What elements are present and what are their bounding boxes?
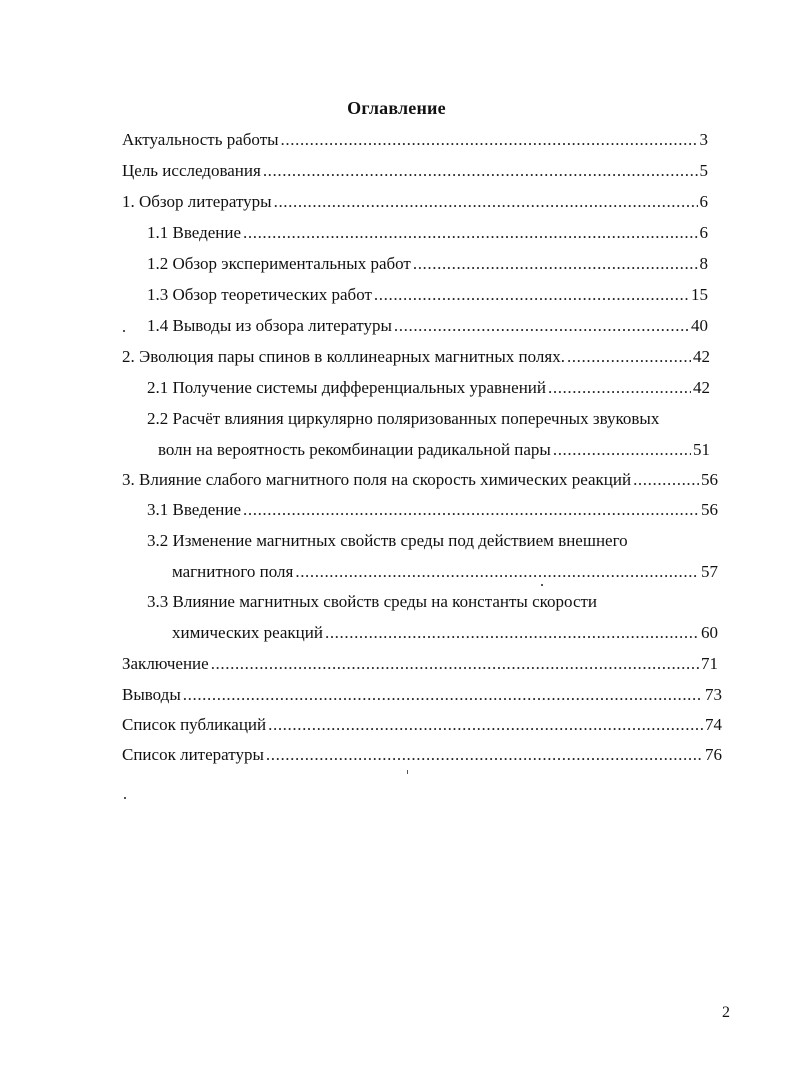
toc-entry-page: 15	[691, 285, 708, 304]
toc-leader-dots	[266, 745, 703, 765]
toc-entry-label: волн на вероятность рекомбинации радикальной пары	[158, 440, 551, 459]
toc-leader-dots	[295, 562, 699, 582]
toc-entry	[122, 654, 718, 674]
toc-entry	[122, 685, 722, 705]
toc-entry-label: 3. Влияние слабого магнитного поля на скорость химических реакций	[122, 470, 632, 489]
toc-leader-dots	[567, 347, 691, 367]
toc-entry-page: 51	[693, 440, 710, 459]
toc-entry-label: 1. Обзор литературы	[122, 192, 272, 211]
toc-leader-dots	[413, 254, 698, 274]
toc-leader-dots	[281, 130, 698, 150]
toc-entry	[147, 223, 708, 243]
toc-leader-dots	[183, 685, 703, 705]
toc-entry	[122, 192, 708, 212]
toc-entry	[172, 623, 718, 643]
toc-entry-label-line1: 3.3 Влияние магнитных свойств среды на константы скорости	[147, 592, 598, 611]
scan-speck	[124, 797, 126, 799]
toc-entry-label-line1: 2.2 Расчёт влияния циркулярно поляризованных поперечных звуковых	[147, 409, 660, 428]
toc-entry	[147, 316, 708, 336]
toc-leader-dots	[211, 654, 699, 674]
toc-entry-page: 3	[699, 130, 708, 149]
toc-entry	[147, 254, 708, 274]
toc-leader-dots	[274, 192, 698, 212]
toc-leader-dots	[553, 440, 691, 460]
toc-entry-label: магнитного поля	[172, 562, 294, 581]
toc-entry	[147, 285, 708, 305]
toc-entry-label: Выводы	[122, 685, 181, 704]
toc-entry	[122, 347, 710, 367]
toc-entry-page: 57	[701, 562, 718, 581]
page-number: 2	[722, 1004, 730, 1021]
toc-entry-label: 3.1 Введение	[147, 500, 242, 519]
toc-entry-label: Список публикаций	[122, 715, 267, 734]
toc-leader-dots	[633, 470, 699, 490]
scan-speck	[123, 330, 125, 332]
toc-entry-label: 2. Эволюция пары спинов в коллинеарных магнитных полях.	[122, 347, 565, 366]
scan-speck	[541, 584, 543, 586]
toc-entry-page: 71	[701, 654, 718, 673]
toc-entry-page: 73	[705, 685, 722, 704]
toc-entry	[147, 500, 718, 520]
toc-entry-label: 1.4 Выводы из обзора литературы	[147, 316, 392, 335]
toc-leader-dots	[263, 161, 698, 181]
toc-entry-label: химических реакций	[172, 623, 323, 642]
toc-entry-label: 1.1 Введение	[147, 223, 242, 242]
toc-entry-page: 56	[701, 500, 718, 519]
toc-leader-dots	[374, 285, 689, 305]
toc-entry-label: Список литературы	[122, 745, 264, 764]
toc-entry-label: 2.1 Получение системы дифференциальных уравнений	[147, 378, 546, 397]
toc-entry-page: 42	[693, 347, 710, 366]
toc-entry-label: Цель исследования	[122, 161, 261, 180]
toc-entry-label: 1.3 Обзор теоретических работ	[147, 285, 372, 304]
toc-leader-dots	[268, 715, 703, 735]
toc-entry-label: Актуальность работы	[122, 130, 279, 149]
toc-entry	[122, 745, 722, 765]
toc-entry-label-line1: 3.2 Изменение магнитных свойств среды под действием внешнего	[147, 531, 628, 550]
scan-speck	[407, 770, 408, 774]
toc-entry-page: 74	[705, 715, 722, 734]
toc-entry	[122, 130, 708, 150]
toc-leader-dots	[243, 500, 699, 520]
toc-leader-dots	[548, 378, 691, 398]
toc-title: Оглавление	[347, 98, 446, 118]
toc-entry-label: Заключение	[122, 654, 209, 673]
toc-entry-page: 42	[693, 378, 710, 397]
toc-entry-label: 1.2 Обзор экспериментальных работ	[147, 254, 411, 273]
toc-entry	[158, 440, 710, 460]
toc-leader-dots	[394, 316, 689, 336]
toc-entry-page: 8	[699, 254, 708, 273]
toc-entry-page: 56	[701, 470, 718, 489]
toc-entry	[147, 378, 710, 398]
toc-entry-page: 76	[705, 745, 722, 764]
toc-entry-page: 6	[699, 192, 708, 211]
toc-entry	[122, 470, 718, 490]
toc-leader-dots	[325, 623, 699, 643]
toc-entry-page: 60	[701, 623, 718, 642]
toc-entry-page: 40	[691, 316, 708, 335]
toc-entry	[122, 161, 708, 181]
toc-leader-dots	[243, 223, 697, 243]
toc-entry-page: 5	[699, 161, 708, 180]
toc-entry	[172, 562, 718, 582]
toc-entry	[122, 715, 722, 735]
toc-entry-page: 6	[699, 223, 708, 242]
